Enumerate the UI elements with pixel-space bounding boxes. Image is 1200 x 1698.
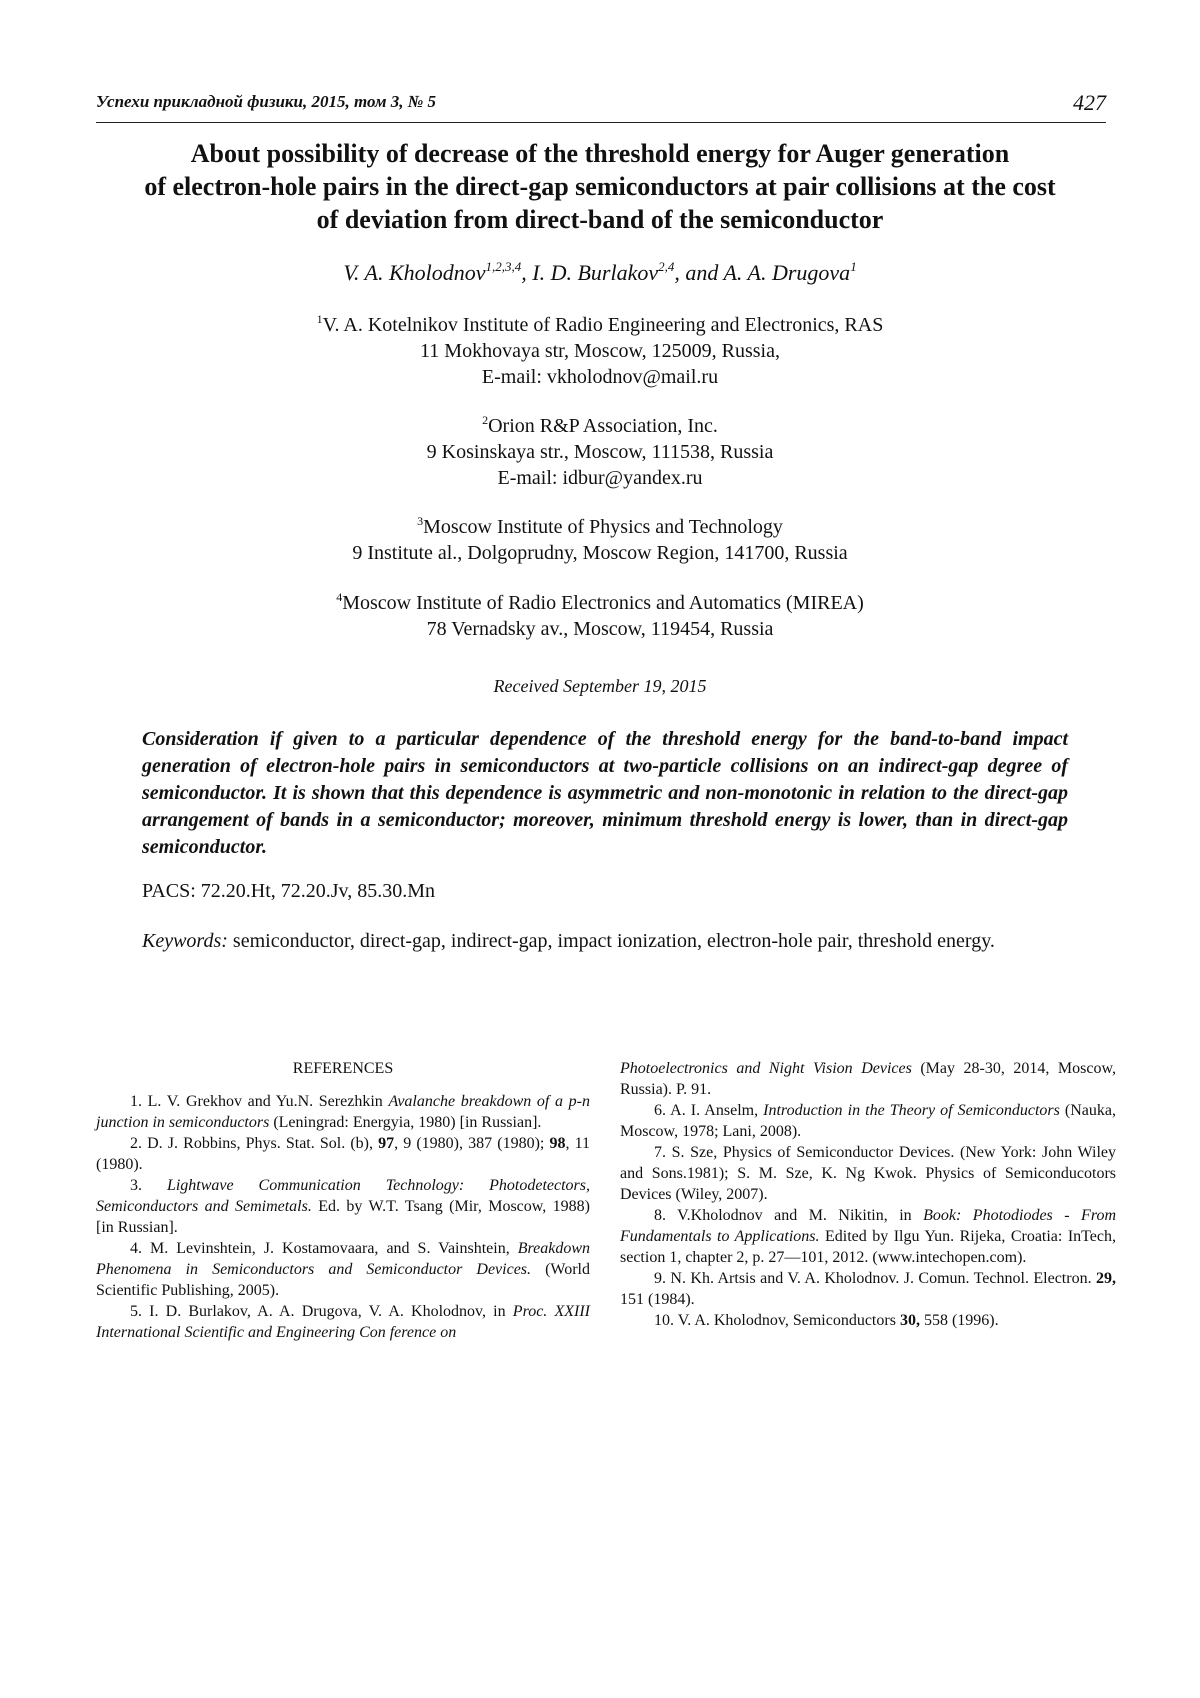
reference-item: 2. D. J. Robbins, Phys. Stat. Sol. (b), 97, 9 (1980), 387 (1980); 98, 11 (1980). <box>96 1135 591 1173</box>
journal-citation: Успехи прикладной физики, 2015, том 3, № 5 <box>96 92 437 111</box>
affiliation-marker: 3 <box>417 514 424 528</box>
reference-item: 9. N. Kh. Artsis and V. A. Kholodnov. J. Comun. Technol. Electron. 29, 151 (1984). <box>620 1270 1116 1308</box>
affiliation-name: Moscow Institute of Radio Electronics and Automatics (MIREA) <box>342 592 864 614</box>
author-affiliation-marker: 1 <box>850 259 857 274</box>
affiliation-marker: 1 <box>316 312 323 326</box>
author-separator: , <box>521 260 533 285</box>
author-name: I. D. Burlakov <box>532 260 659 285</box>
references-column-left <box>96 1058 590 1343</box>
page-number: 427 <box>1073 90 1106 115</box>
affiliation-address: 78 Vernadsky av., Moscow, 119454, Russia <box>426 618 774 640</box>
reference-item: 6. A. I. Anselm, Introduction in the Theory of Semiconductors (Nauka, Moscow, 1978; Lani, 2008). <box>620 1102 1116 1140</box>
affiliation-4 <box>60 590 1140 642</box>
paper-title <box>60 137 1140 236</box>
title-line: of electron-hole pairs in the direct-gap semiconductors at pair collisions at the cost <box>144 172 1056 201</box>
affiliation-address: 9 Institute al., Dolgoprudny, Moscow Region, 141700, Russia <box>352 542 848 564</box>
pacs-codes: PACS: 72.20.Ht, 72.20.Jv, 85.30.Mn <box>142 880 436 902</box>
affiliation-email: E-mail: vkholodnov@mail.ru <box>481 366 719 388</box>
author-name: V. A. Kholodnov <box>343 260 486 285</box>
affiliation-address: 9 Kosinskaya str., Moscow, 111538, Russia <box>426 441 774 463</box>
reference-item: 8. V.Kholodnov and M. Nikitin, in Book: Photodiodes - From Fundamentals to Applications. Edited by Ilgu Yun. Rijeka, Croatia: InTech, section 1, chapter 2, p. 27—101, 2012. (www.intechopen.com). <box>620 1207 1117 1266</box>
affiliation-email: E-mail: idbur@yandex.ru <box>497 467 703 489</box>
reference-item: 7. S. Sze, Physics of Semiconductor Devices. (New York: John Wiley and Sons.1981); S. M. Sze, K. Ng Kwok. Physics of Semiconducotors Devices (Wiley, 2007). <box>620 1144 1116 1203</box>
affiliation-1 <box>60 312 1140 390</box>
title-line: of deviation from direct-band of the semiconductor <box>316 205 884 234</box>
author-separator: , and <box>674 260 724 285</box>
reference-item: 1. L. V. Grekhov and Yu.N. Serezhkin Avalanche breakdown of a p-n junction in semiconductors (Leningrad: Energyia, 1980) [in Russian]. <box>96 1093 591 1131</box>
keywords <box>142 928 1068 955</box>
abstract: Consideration if given to a particular dependence of the threshold energy for the band-to-band impact generation of electron-hole pairs in semiconductors at two-particle collisions on an indirect-gap degree of semiconductor. It is shown that this dependence is asymmetric and non-monotonic in relation to the direct-gap arrangement of bands in a semiconductor; moreover, minimum threshold energy is lower, than in direct-gap semiconductor. <box>142 728 1068 858</box>
author-affiliation-marker: 2,4 <box>658 259 675 274</box>
received-date: Received September 19, 2015 <box>493 676 707 696</box>
reference-item: 5. I. D. Burlakov, A. A. Drugova, V. A. Kholodnov, in Proc. XXIII International Scientific and Engineering Con ference on <box>96 1303 590 1341</box>
keywords-label: Keywords: <box>142 930 228 952</box>
author-name: A. A. Drugova <box>723 260 851 285</box>
author-affiliation-marker: 1,2,3,4 <box>485 259 522 274</box>
affiliation-2 <box>60 413 1140 491</box>
reference-item-continued: Photoelectronics and Night Vision Devices (May 28-30, 2014, Moscow, Russia). P. 91. <box>620 1060 1116 1098</box>
running-header <box>96 92 1106 123</box>
reference-item: 4. M. Levinshtein, J. Kostamovaara, and S. Vainshtein, Breakdown Phenomena in Semiconductors and Semiconductor Devices. (World Scientific Publishing, 2005). <box>96 1240 590 1299</box>
title-line: About possibility of decrease of the threshold energy for Auger generation <box>190 139 1010 168</box>
affiliation-address: 11 Mokhovaya str, Moscow, 125009, Russia, <box>420 340 780 362</box>
author-list <box>60 258 1140 288</box>
affiliation-3 <box>60 514 1140 566</box>
reference-item: 10. V. A. Kholodnov, Semiconductors 30, 558 (1996). <box>654 1312 999 1329</box>
reference-item: 3. Lightwave Communication Technology: Photodetectors, Semiconductors and Semimetals. Ed. by W.T. Tsang (Mir, Moscow, 1988) [in Russian]. <box>96 1177 591 1236</box>
references-column-right <box>620 1058 1116 1331</box>
affiliation-name: V. A. Kotelnikov Institute of Radio Engineering and Electronics, RAS <box>322 314 884 336</box>
affiliation-marker: 2 <box>482 413 489 427</box>
affiliation-name: Orion R&P Association, Inc. <box>488 415 718 437</box>
keywords-text: semiconductor, direct-gap, indirect-gap, impact ionization, electron-hole pair, threshold energy. <box>227 930 995 952</box>
affiliation-name: Moscow Institute of Physics and Technology <box>423 516 783 538</box>
references-heading: REFERENCES <box>292 1060 394 1077</box>
affiliation-marker: 4 <box>336 590 343 604</box>
